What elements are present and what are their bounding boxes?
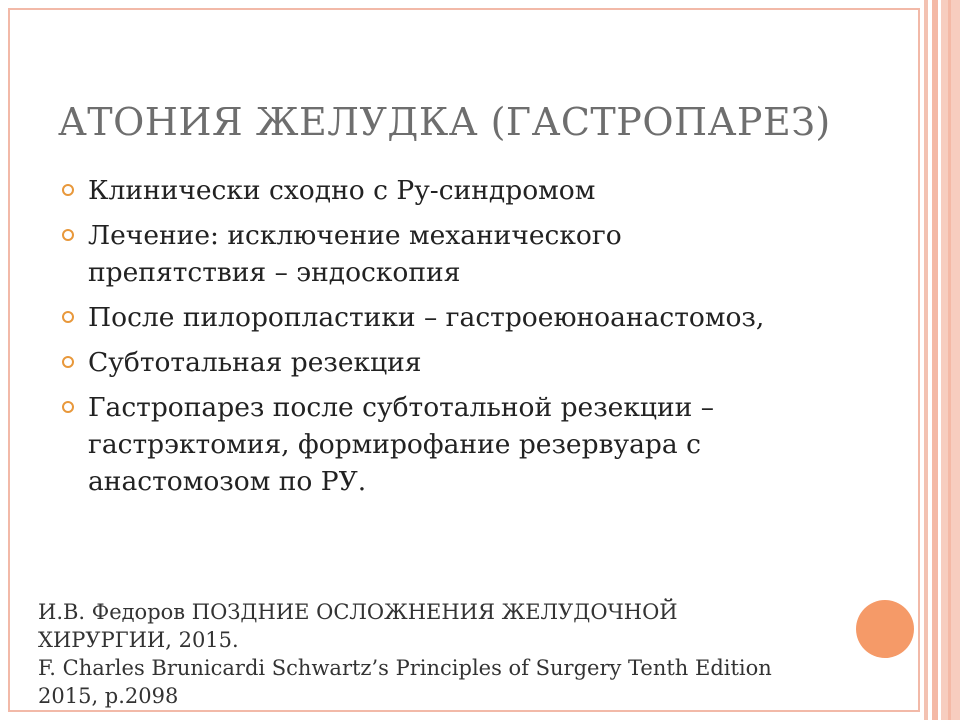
bullet-list xyxy=(60,172,820,508)
reference-line: 2015, p.2098 xyxy=(38,684,179,708)
slide-title: АТОНИЯ ЖЕЛУДКА (ГАСТРОПАРЕЗ) xyxy=(58,100,831,144)
bullet-line: гастрэктомия, формирофание резервуара с xyxy=(88,429,701,460)
reference-line: И.В. Федоров ПОЗДНИЕ ОСЛОЖНЕНИЯ ЖЕЛУДОЧНОЙ xyxy=(38,600,678,624)
bullet-item xyxy=(60,389,820,500)
decor-stripe xyxy=(924,0,928,720)
decor-stripe xyxy=(932,0,938,720)
ring-bullet-icon xyxy=(62,229,74,241)
bullet-item xyxy=(60,217,820,291)
bullet-line: препятствия – эндоскопия xyxy=(88,257,461,288)
decor-stripe xyxy=(948,0,951,720)
ring-bullet-icon xyxy=(62,184,74,196)
bullet-item xyxy=(60,299,820,336)
bullet-item xyxy=(60,344,820,381)
decor-circle xyxy=(856,600,914,658)
reference-line: F. Charles Brunicardi Schwartz’s Principles of Surgery Tenth Edition xyxy=(38,656,772,680)
bullet-line: Лечение: исключение механического xyxy=(88,220,622,251)
ring-bullet-icon xyxy=(62,311,74,323)
ring-bullet-icon xyxy=(62,356,74,368)
bullet-line: анастомозом по РУ. xyxy=(88,466,367,497)
references xyxy=(38,598,772,710)
bullet-line: Клинически сходно с Ру-синдромом xyxy=(88,175,596,206)
ring-bullet-icon xyxy=(62,401,74,413)
bullet-line: Субтотальная резекция xyxy=(88,347,422,378)
bullet-line: После пилоропластики – гастроеюноанастомоз, xyxy=(88,302,765,333)
bullet-line: Гастропарез после субтотальной резекции – xyxy=(88,392,714,423)
bullet-item xyxy=(60,172,820,209)
reference-line: ХИРУРГИИ, 2015. xyxy=(38,628,239,652)
